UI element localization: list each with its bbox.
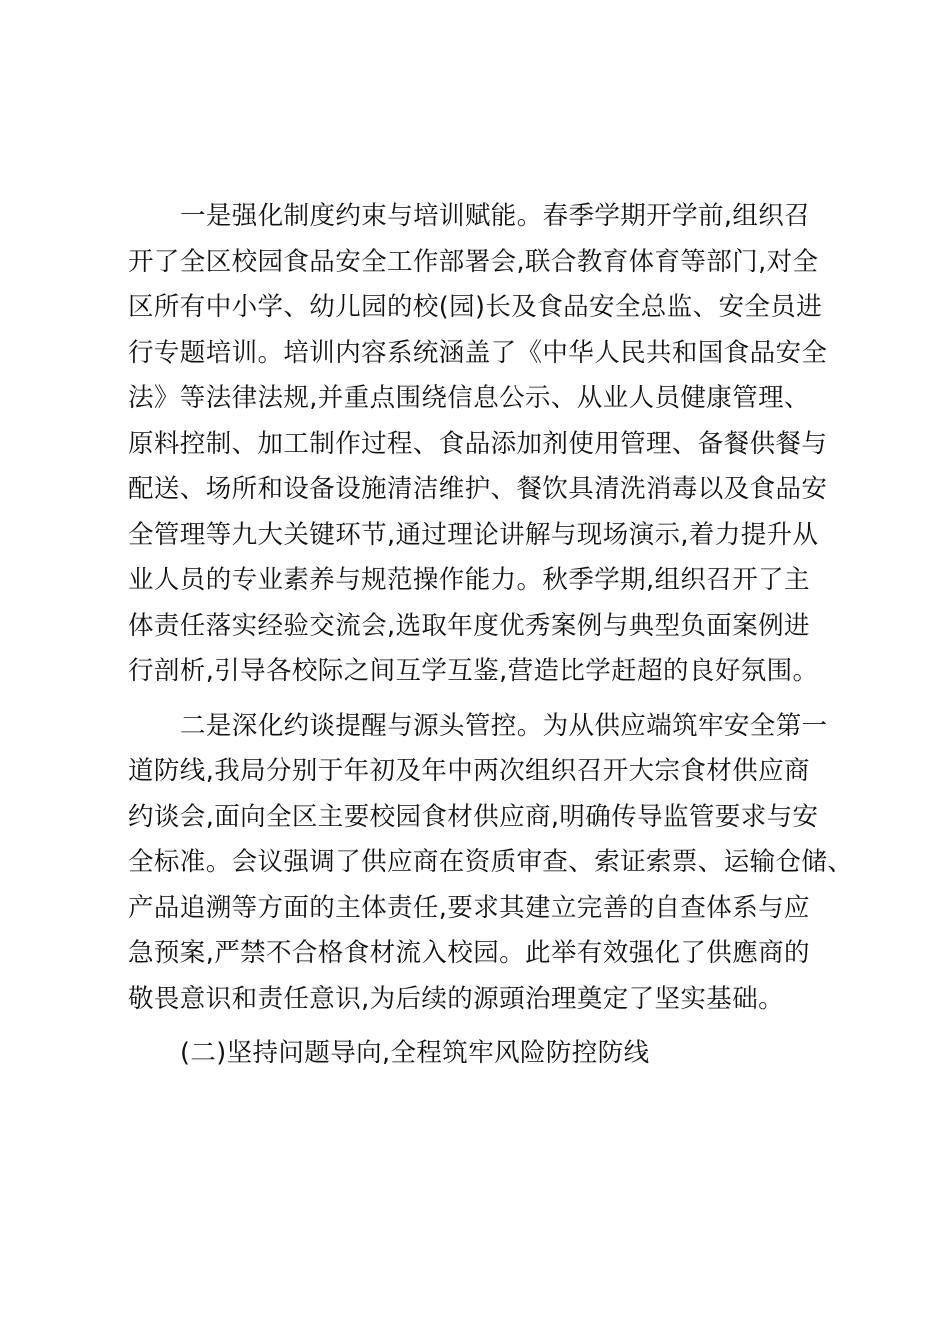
- text-line: 道防线,我局分别于年初及年中两次组织召开大宗食材供应商: [128, 756, 810, 786]
- text-line: 原料控制、加工制作过程、食品添加剂使用管理、备餐供餐与: [128, 428, 828, 459]
- text-line: 体责任落实经验交流会,选取年度优秀案例与典型负面案例进: [128, 610, 810, 641]
- text-line: 急预案,严禁不合格食材流入校园。此举有效强化了供應商的: [128, 938, 810, 968]
- text-line: 全管理等九大关键环节,通过理论讲解与现场演示,着力提升从: [128, 519, 819, 550]
- text-line: 产品追溯等方面的主体责任,要求其建立完善的自查体系与应: [128, 892, 810, 923]
- heading-line: (二)坚持问题导向,全程筑牢风险防控防线: [180, 1038, 650, 1068]
- text-line: 约谈会,面向全区主要校园食材供应商,明确传导监管要求与安: [128, 801, 819, 832]
- text-line: 行专题培训。培训内容系统涵盖了《中华人民共和国食品安全: [128, 337, 828, 368]
- text-line: 开了全区校园食品安全工作部署会,联合教育体育等部门,对全: [128, 246, 819, 277]
- text-line: 行剖析,引导各校际之间互学互鉴,营造比学赶超的良好氛围。: [128, 656, 819, 686]
- text-line: 一是强化制度约束与培训赋能。春季学期开学前,组织召: [180, 201, 811, 231]
- paragraph-training: [128, 194, 828, 695]
- text-line: 业人员的专业素养与规范操作能力。秋季学期,组织召开了主: [128, 565, 810, 595]
- text-line: 二是深化约谈提醒与源头管控。为从供应端筑牢安全第一: [180, 710, 828, 741]
- section-heading: [128, 1031, 828, 1077]
- paragraph-supplier-control: [128, 704, 854, 1023]
- document-body: [128, 194, 854, 1077]
- text-line: 全标准。会议强调了供应商在资质审查、索证索票、运输仓储、: [128, 847, 854, 877]
- text-line: 法》等法律法规,并重点围绕信息公示、从业人员健康管理、: [128, 383, 810, 413]
- text-line: 配送、场所和设备设施清洁维护、餐饮具清洗消毒以及食品安: [128, 474, 828, 504]
- text-line: 敬畏意识和责任意识,为后续的源頭治理奠定了坚实基础。: [128, 983, 785, 1014]
- text-line: 区所有中小学、幼儿园的校(园)长及食品安全总监、安全员进: [128, 292, 823, 322]
